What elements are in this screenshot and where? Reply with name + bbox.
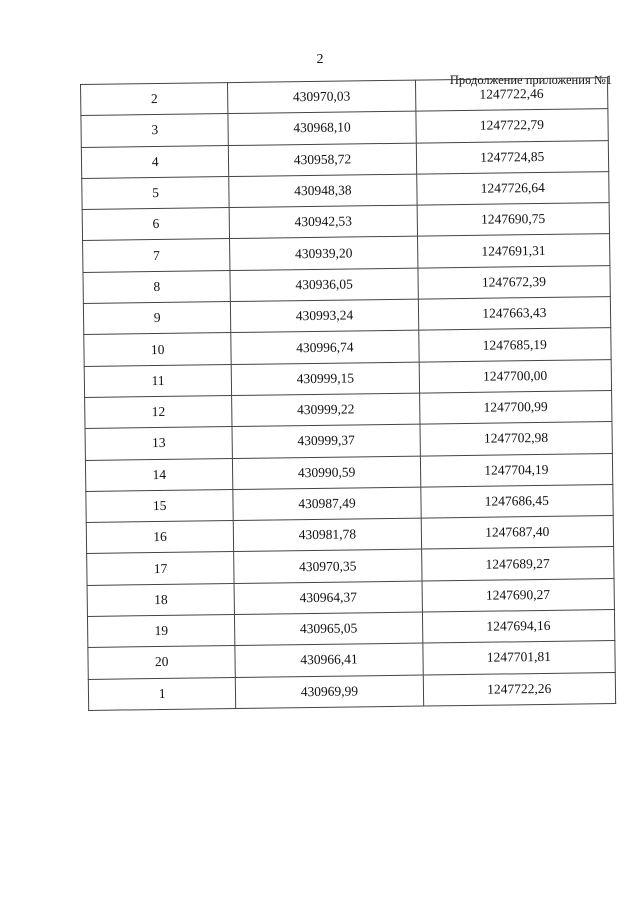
x-coordinate-cell: 430999,15 [231, 362, 419, 396]
x-coordinate-cell: 430999,37 [232, 424, 420, 458]
y-coordinate-cell: 1247690,75 [417, 203, 610, 237]
point-number-cell: 5 [82, 176, 230, 209]
y-coordinate-cell: 1247686,45 [420, 484, 613, 518]
point-number-cell: 3 [81, 114, 229, 147]
point-number-cell: 6 [82, 208, 230, 241]
continuation-label: Продолжение приложения №1 [449, 73, 612, 87]
point-number-cell: 18 [87, 583, 235, 616]
x-coordinate-cell: 430939,20 [230, 237, 418, 271]
x-coordinate-cell: 430999,22 [232, 393, 420, 427]
coordinates-table-body [81, 78, 616, 711]
y-coordinate-cell: 1247724,85 [416, 140, 609, 174]
point-number-cell: 9 [83, 302, 231, 335]
x-coordinate-cell: 430968,10 [228, 111, 416, 145]
point-number-cell: 12 [85, 396, 233, 429]
point-number-cell: 16 [86, 521, 234, 554]
x-coordinate-cell: 430969,99 [236, 675, 424, 709]
table-row [88, 672, 615, 710]
point-number-cell: 11 [84, 364, 232, 397]
point-number-cell: 10 [84, 333, 232, 366]
y-coordinate-cell: 1247701,81 [422, 641, 615, 675]
x-coordinate-cell: 430970,35 [234, 550, 422, 584]
x-coordinate-cell: 430936,05 [230, 268, 418, 302]
x-coordinate-cell: 430970,03 [228, 80, 416, 114]
y-coordinate-cell: 1247694,16 [422, 610, 615, 644]
x-coordinate-cell: 430964,37 [234, 581, 422, 615]
y-coordinate-cell: 1247691,31 [417, 234, 610, 268]
y-coordinate-cell: 1247722,79 [416, 109, 609, 143]
x-coordinate-cell: 430990,59 [233, 456, 421, 490]
point-number-cell: 14 [85, 458, 233, 491]
x-coordinate-cell: 430942,53 [229, 205, 417, 239]
y-coordinate-cell: 1247702,98 [420, 422, 613, 456]
point-number-cell: 4 [81, 145, 229, 178]
point-number-cell: 20 [88, 646, 236, 679]
x-coordinate-cell: 430981,78 [234, 518, 422, 552]
y-coordinate-cell: 1247690,27 [422, 578, 615, 612]
y-coordinate-cell: 1247687,40 [421, 516, 614, 550]
x-coordinate-cell: 430958,72 [229, 143, 417, 177]
y-coordinate-cell: 1247700,00 [419, 359, 612, 393]
page-number: 2 [316, 52, 324, 67]
point-number-cell: 1 [88, 677, 236, 710]
x-coordinate-cell: 430966,41 [235, 643, 423, 677]
x-coordinate-cell: 430948,38 [229, 174, 417, 208]
y-coordinate-cell: 1247726,64 [416, 171, 609, 205]
y-coordinate-cell: 1247722,46 [415, 78, 608, 112]
point-number-cell: 7 [83, 239, 231, 272]
y-coordinate-cell: 1247722,26 [423, 672, 616, 706]
y-coordinate-cell: 1247689,27 [421, 547, 614, 581]
x-coordinate-cell: 430993,24 [231, 299, 419, 333]
x-coordinate-cell: 430987,49 [233, 487, 421, 521]
point-number-cell: 8 [83, 270, 231, 303]
x-coordinate-cell: 430996,74 [231, 330, 419, 364]
y-coordinate-cell: 1247700,99 [419, 391, 612, 425]
y-coordinate-cell: 1247672,39 [418, 265, 611, 299]
point-number-cell: 15 [86, 489, 234, 522]
coordinates-table [80, 77, 616, 711]
y-coordinate-cell: 1247685,19 [418, 328, 611, 362]
y-coordinate-cell: 1247704,19 [420, 453, 613, 487]
point-number-cell: 19 [87, 615, 235, 648]
point-number-cell: 13 [85, 427, 233, 460]
x-coordinate-cell: 430965,05 [235, 612, 423, 646]
y-coordinate-cell: 1247663,43 [418, 297, 611, 331]
point-number-cell: 17 [87, 552, 235, 585]
point-number-cell: 2 [81, 83, 229, 116]
